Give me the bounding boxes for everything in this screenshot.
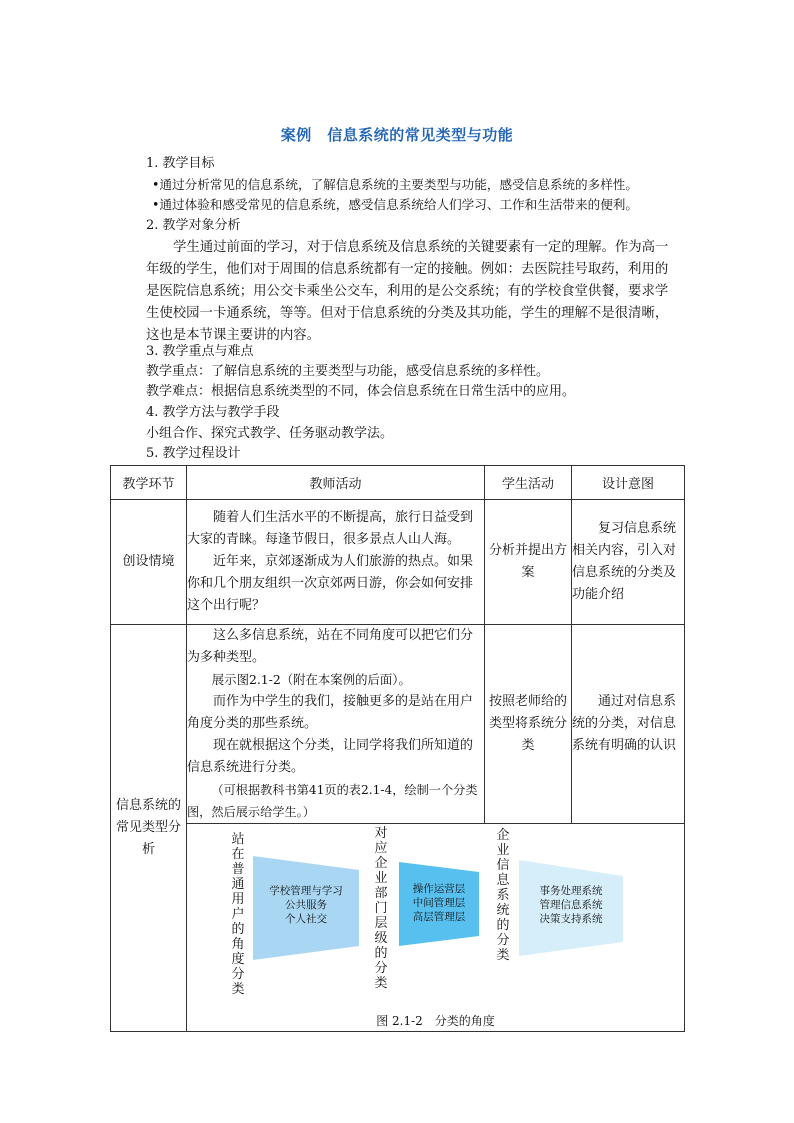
group3-items: 事务处理系统 管理信息系统 决策支持系统 — [539, 885, 603, 925]
key-point: 教学重点：了解信息系统的主要类型与功能，感受信息系统的多样性。 — [146, 364, 550, 379]
stage-cell: 信息系统的常见类型分析 — [111, 625, 187, 1032]
figure-caption: 图 2.1-2 分类的角度 — [376, 1014, 495, 1028]
objective-1: •通过分析常见的信息系统，了解信息系统的主要类型与功能，感受信息系统的多样性。 — [152, 177, 638, 192]
header-stage: 教学环节 — [111, 466, 187, 500]
section-1-heading: 1. 教学目标 — [146, 156, 215, 171]
group1-label: 站在普通用户的角度分类 — [231, 832, 245, 997]
group3-label: 企业信息系统的分类 — [496, 828, 510, 963]
intent-cell: 复习信息系统相关内容，引入对信息系统的分类及功能介绍 — [572, 500, 685, 625]
group2-label: 对应企业部门层级的分类 — [374, 826, 388, 991]
objective-2: •通过体验和感受常见的信息系统，感受信息系统给人们学习、工作和生活带来的便利。 — [152, 197, 638, 212]
document-title: 案例 信息系统的常见类型与功能 — [280, 126, 514, 144]
figure-row — [111, 824, 685, 1032]
student-activity-cell: 分析并提出方案 — [485, 500, 572, 625]
figure-cell — [187, 824, 685, 1032]
methods-text: 小组合作、探究式教学、任务驱动教学法。 — [146, 426, 394, 441]
teacher-activity-cell: 随着人们生活水平的不断提高，旅行日益受到大家的青睐。每逢节假日，很多景点人山人海。 近年来，京郊逐渐成为人们旅游的热点。如果你和几个朋友组织一次京郊两日游，你会如何安排这个出行呢？ — [187, 500, 485, 625]
table-row — [111, 500, 685, 625]
teacher-activity-cell: 这么多信息系统，站在不同角度可以把它们分为多种类型。 展示图2.1-2（附在本案例的后面）。 而作为中学生的我们，接触更多的是站在用户角度分类的那些系统。 现在就根据这个分类，让同学将我们所知道的信息系统进行分类。 （可根据教科书第41页的表2.1-4，绘制一个分类图，然后展示给学生。） — [187, 625, 485, 824]
group1-items: 学校管理与学习 公共服务 个人社交 — [269, 885, 343, 925]
section-3-heading: 3. 教学重点与难点 — [146, 344, 254, 359]
group2-items: 操作运营层 中间管理层 高层管理层 — [412, 883, 466, 923]
difficult-point: 教学难点：根据信息系统类型的不同，体会信息系统在日常生活中的应用。 — [146, 384, 576, 399]
analysis-paragraph: 学生通过前面的学习，对于信息系统及信息系统的关键要素有一定的理解。作为高一年级的学生，他们对于周围的信息系统都有一定的接触。例如：去医院挂号取药，利用的是医院信息系统；用公交卡乘坐公交车，利用的是公交系统；有的学校食堂供餐，要求学生使校园一卡通系统，等等。但对于信息系统的分类及其功能，学生的理解不是很清晰，这也是本节课主要讲的内容。 — [146, 240, 669, 343]
process-table — [110, 465, 685, 1032]
classification-figure — [187, 824, 684, 1031]
intent-cell: 通过对信息系统的分类，对信息系统有明确的认识 — [572, 625, 685, 824]
student-activity-cell: 按照老师给的类型将系统分类 — [485, 625, 572, 824]
stage-cell: 创设情境 — [111, 500, 187, 625]
section-4-heading: 4. 教学方法与教学手段 — [146, 405, 280, 420]
header-teacher: 教师活动 — [187, 466, 485, 500]
header-intent: 设计意图 — [572, 466, 685, 500]
section-2-heading: 2. 教学对象分析 — [146, 218, 241, 233]
table-row — [111, 625, 685, 824]
header-student: 学生活动 — [485, 466, 572, 500]
section-5-heading: 5. 教学过程设计 — [146, 446, 241, 461]
table-header-row — [111, 466, 685, 500]
